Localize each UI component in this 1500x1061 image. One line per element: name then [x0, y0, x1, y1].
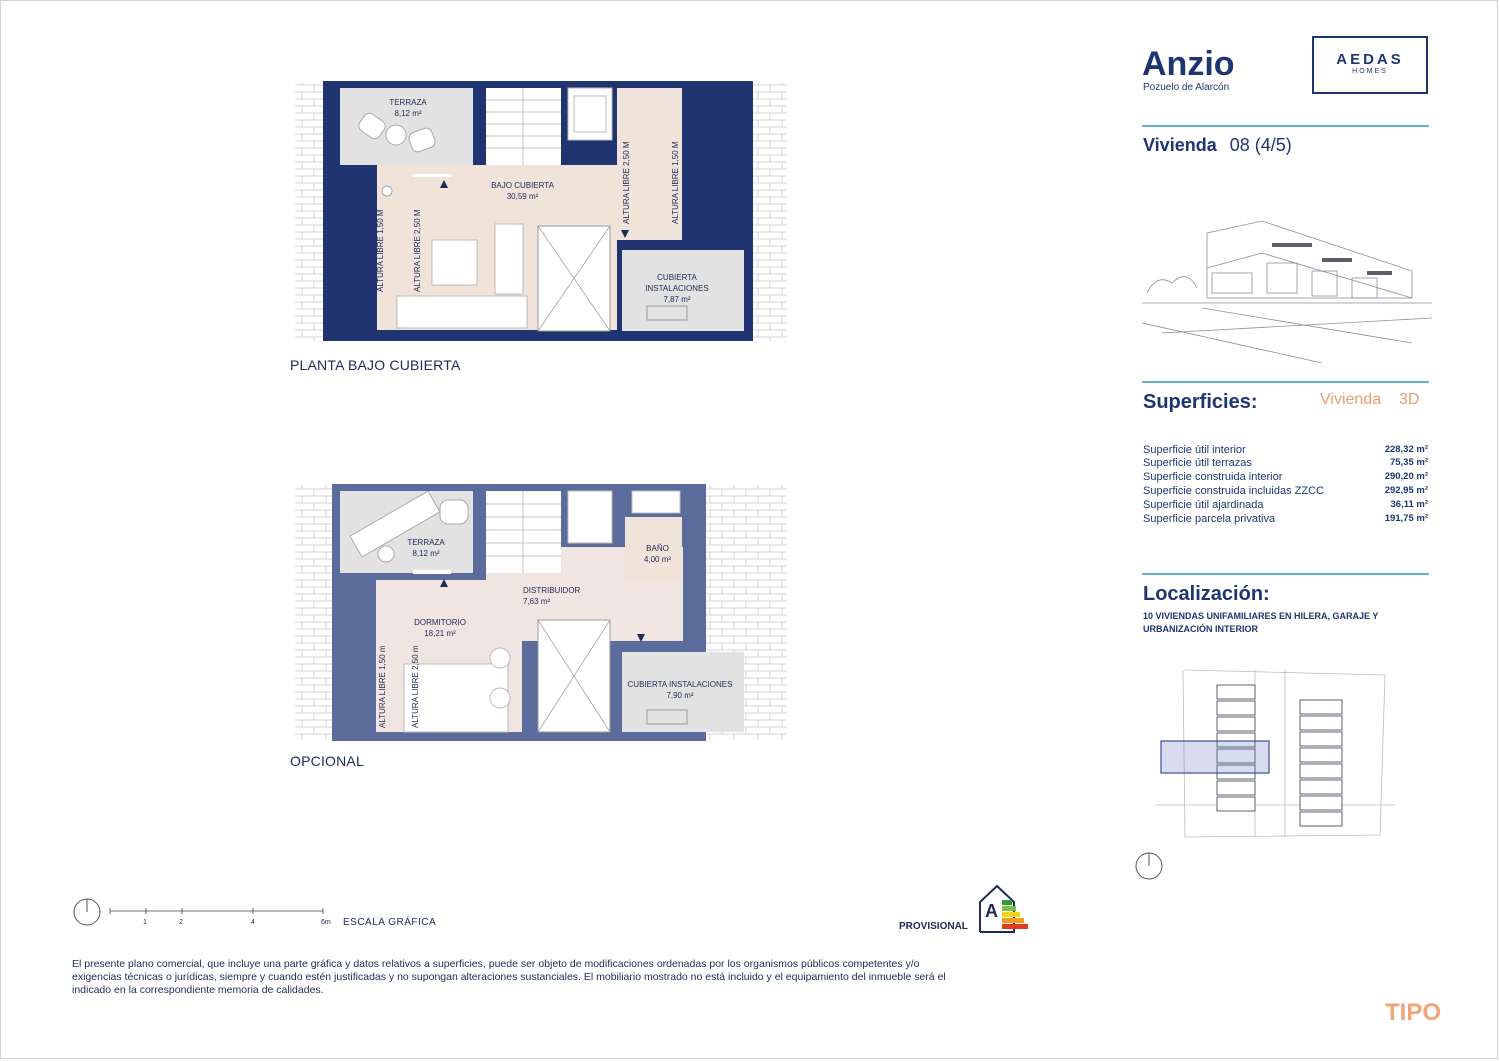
logo-sub: HOMES — [1352, 68, 1388, 75]
plan1-altura-250-right: ALTURA LIBRE 2,50 M — [622, 141, 631, 224]
project-name: Anzio — [1142, 45, 1235, 83]
superficie-row: Superficie útil terrazas 75,35 m² — [1143, 457, 1428, 469]
scale-tick: 1 — [143, 919, 147, 926]
scale-bar — [108, 908, 328, 920]
divider — [1142, 573, 1429, 575]
divider — [1142, 125, 1429, 127]
plan2-terraza-label: TERRAZA 8,12 m² — [407, 538, 445, 558]
plan2-altura-150: ALTURA LIBRE 1,50 m — [378, 645, 387, 728]
plan1-title: PLANTA BAJO CUBIERTA — [290, 357, 461, 373]
localizacion-text: 10 VIVIENDAS UNIFAMILIARES EN HILERA, GARAJE Y URBANIZACIÓN INTERIOR — [1143, 611, 1379, 634]
logo-main: AEDAS — [1336, 51, 1404, 68]
compass-icon — [72, 897, 102, 927]
site-plan-map — [1155, 665, 1395, 845]
disclaimer: El presente plano comercial, que incluye una parte gráfica y datos relativos a superficies, puede ser objeto de modificaciones ordenadas por los organismos públicos competentes y/o exigencias técnicas o jurídicas, siempre y cuando estén justificadas y no supongan alteraciones sustanciales. El mobiliario mostrado no está incluido y el equipamiento del inmueble será el indicado en la correspondiente memoria de calidades. — [72, 958, 946, 996]
scale-tick: 6m — [321, 919, 331, 926]
plan1-terraza-label: TERRAZA 8,12 m² — [389, 98, 427, 118]
plan1-altura-250-left: ALTURA LIBRE 2,50 M — [413, 209, 422, 292]
plan2-title: OPCIONAL — [290, 753, 364, 769]
superficie-row: Superficie construida interior 290,20 m² — [1143, 471, 1428, 483]
superficie-row: Superficie útil ajardinada 36,11 m² — [1143, 499, 1428, 511]
selected-unit-highlight — [1161, 741, 1269, 773]
north-arrow-icon — [1134, 851, 1164, 881]
plan1-altura-150-left: ALTURA LIBRE 1,50 M — [376, 209, 385, 292]
divider — [1142, 381, 1429, 383]
tipo-label: TIPO — [1385, 999, 1442, 1026]
superficie-row: Superficie construida incluidas ZZCC 292,95 m² — [1143, 485, 1428, 497]
house-sketch-image — [1142, 213, 1432, 363]
plan2-altura-250: ALTURA LIBRE 2,50 m — [411, 645, 420, 728]
localizacion-heading: Localización: — [1143, 583, 1270, 605]
plan1-bajo-cubierta-label: BAJO CUBIERTA 30,59 m² — [491, 181, 554, 201]
plan2-distribuidor-label: DISTRIBUIDOR 7,63 m² — [523, 586, 581, 606]
energy-provisional-label: PROVISIONAL — [899, 921, 968, 932]
aedas-logo — [1312, 36, 1428, 94]
plan2-cubierta-label: CUBIERTA INSTALACIONES 7,90 m² — [627, 680, 733, 700]
vivienda-value: 08 (4/5) — [1229, 135, 1292, 155]
vivienda-heading — [1143, 135, 1292, 156]
plan2-dormitorio-label: DORMITORIO 18,21 m² — [414, 618, 466, 638]
superficies-3d-link[interactable]: 3D — [1399, 391, 1420, 408]
plan-opcional — [290, 482, 790, 744]
superficie-row: Superficie útil interior 228,32 m² — [1143, 444, 1428, 456]
plan1-altura-150-right: ALTURA LIBRE 1,50 M — [671, 141, 680, 224]
plan1-cubierta-label: CUBIERTA INSTALACIONES 7,87 m² — [645, 273, 709, 304]
superficies-vivienda-link[interactable]: Vivienda — [1320, 391, 1382, 408]
project-location: Pozuelo de Alarcón — [1143, 82, 1230, 93]
scale-tick: 4 — [251, 919, 255, 926]
superficie-row: Superficie parcela privativa 191,75 m² — [1143, 513, 1428, 525]
scale-label: ESCALA GRÁFICA — [343, 917, 437, 928]
vivienda-label: Vivienda — [1143, 135, 1217, 155]
energy-rating-letter: A — [985, 901, 998, 921]
plan2-bano-label: BAÑO 4,00 m² — [643, 544, 672, 564]
scale-tick: 2 — [179, 919, 183, 926]
superficies-heading: Superficies: — [1143, 391, 1258, 413]
